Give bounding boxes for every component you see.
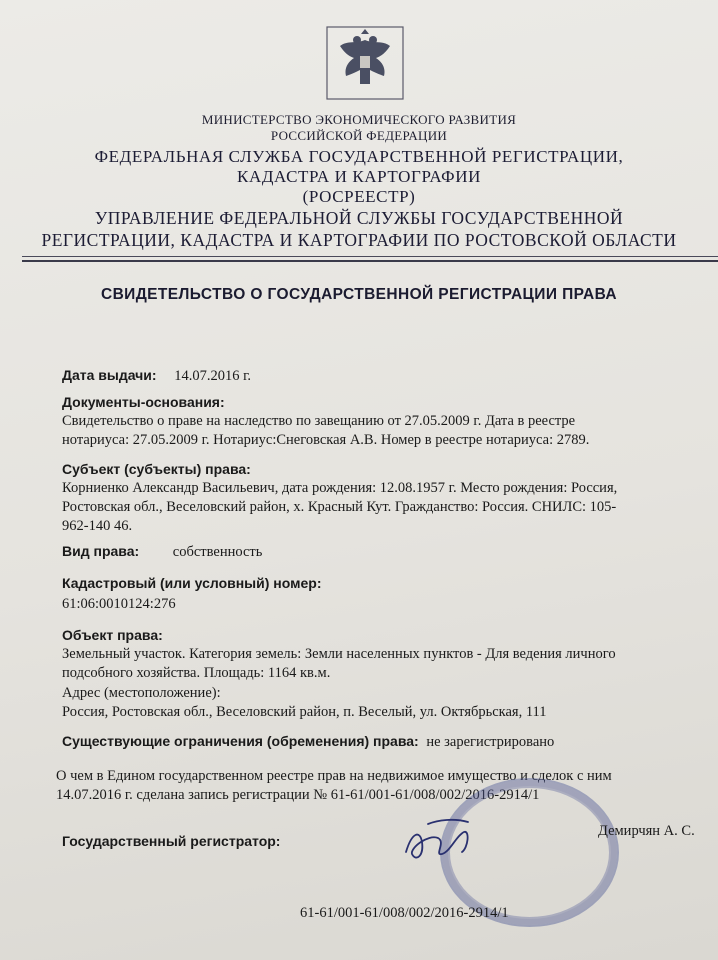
restrictions-value: не зарегистрировано bbox=[426, 734, 555, 750]
footer-registration-number: 61-61/001-61/008/002/2016-2914/1 bbox=[300, 905, 509, 921]
right-type-label: Вид права: bbox=[62, 543, 140, 559]
issue-date-value: 14.07.2016 г. bbox=[174, 368, 252, 384]
office-name-line2: РЕГИСТРАЦИИ, КАДАСТРА И КАРТОГРАФИИ ПО РОСТОВСКОЙ ОБЛАСТИ bbox=[41, 230, 677, 250]
object-line2: подсобного хозяйства. Площадь: 1164 кв.м. bbox=[62, 665, 331, 681]
service-name-line3: (РОСРЕЕСТР) bbox=[302, 187, 416, 206]
office-name-line1: УПРАВЛЕНИЕ ФЕДЕРАЛЬНОЙ СЛУЖБЫ ГОСУДАРСТВЕННОЙ bbox=[94, 208, 624, 228]
address-value: Россия, Ростовская обл., Веселовский район, п. Веселый, ул. Октябрьская, 111 bbox=[62, 704, 547, 720]
restrictions-label: Существующие ограничения (обременения) права: bbox=[62, 733, 419, 749]
restrictions-row bbox=[62, 732, 554, 752]
registrar-label: Государственный регистратор: bbox=[62, 833, 281, 849]
handwritten-signature bbox=[398, 812, 488, 872]
subject-line2: Ростовская обл., Веселовский район, х. Красный Кут. Гражданство: Россия. СНИЛС: 105- bbox=[62, 499, 617, 515]
record-line2: 14.07.2016 г. сделана запись регистрации № 61-61/001-61/008/002/2016-2914/1 bbox=[56, 787, 540, 803]
header-divider-thick bbox=[22, 260, 718, 262]
service-name-line2: КАДАСТРА И КАРТОГРАФИИ bbox=[237, 167, 481, 186]
address-label: Адрес (местоположение): bbox=[62, 685, 221, 701]
right-type-row bbox=[62, 542, 262, 562]
subject-label: Субъект (субъекты) права: bbox=[62, 461, 251, 477]
right-type-value: собственность bbox=[172, 544, 263, 560]
document-title: СВИДЕТЕЛЬСТВО О ГОСУДАРСТВЕННОЙ РЕГИСТРАЦИИ ПРАВА bbox=[100, 286, 617, 303]
ministry-name-line1: МИНИСТЕРСТВО ЭКОНОМИЧЕСКОГО РАЗВИТИЯ bbox=[201, 112, 517, 127]
subject-line1: Корниенко Александр Васильевич, дата рождения: 12.08.1957 г. Место рождения: Россия, bbox=[62, 480, 618, 496]
cadastral-value: 61:06:0010124:276 bbox=[62, 596, 176, 612]
subject-line3: 962-140 46. bbox=[62, 518, 133, 534]
cadastral-label: Кадастровый (или условный) номер: bbox=[62, 575, 322, 591]
documents-line2: нотариуса: 27.05.2009 г. Нотариус:Снеговская А.В. Номер в реестре нотариуса: 2789. bbox=[62, 432, 590, 448]
coat-of-arms-icon bbox=[326, 26, 404, 100]
issue-date-row bbox=[62, 366, 251, 386]
ministry-name-line2: РОССИЙСКОЙ ФЕДЕРАЦИИ bbox=[270, 128, 448, 143]
registrar-name: Демирчян А. С. bbox=[598, 823, 695, 839]
documents-line1: Свидетельство о праве на наследство по завещанию от 27.05.2009 г. Дата в реестре bbox=[62, 413, 576, 429]
object-line1: Земельный участок. Категория земель: Земли населенных пунктов - Для ведения личного bbox=[62, 646, 616, 662]
record-line1: О чем в Едином государственном реестре прав на недвижимое имущество и сделок с ним bbox=[56, 768, 612, 784]
documents-label: Документы-основания: bbox=[62, 394, 225, 410]
service-name-line1: ФЕДЕРАЛЬНАЯ СЛУЖБА ГОСУДАРСТВЕННОЙ РЕГИСТРАЦИИ, bbox=[94, 147, 624, 166]
issue-date-label: Дата выдачи: bbox=[62, 367, 157, 383]
object-label: Объект права: bbox=[62, 627, 163, 643]
header-divider-thin bbox=[22, 256, 718, 257]
